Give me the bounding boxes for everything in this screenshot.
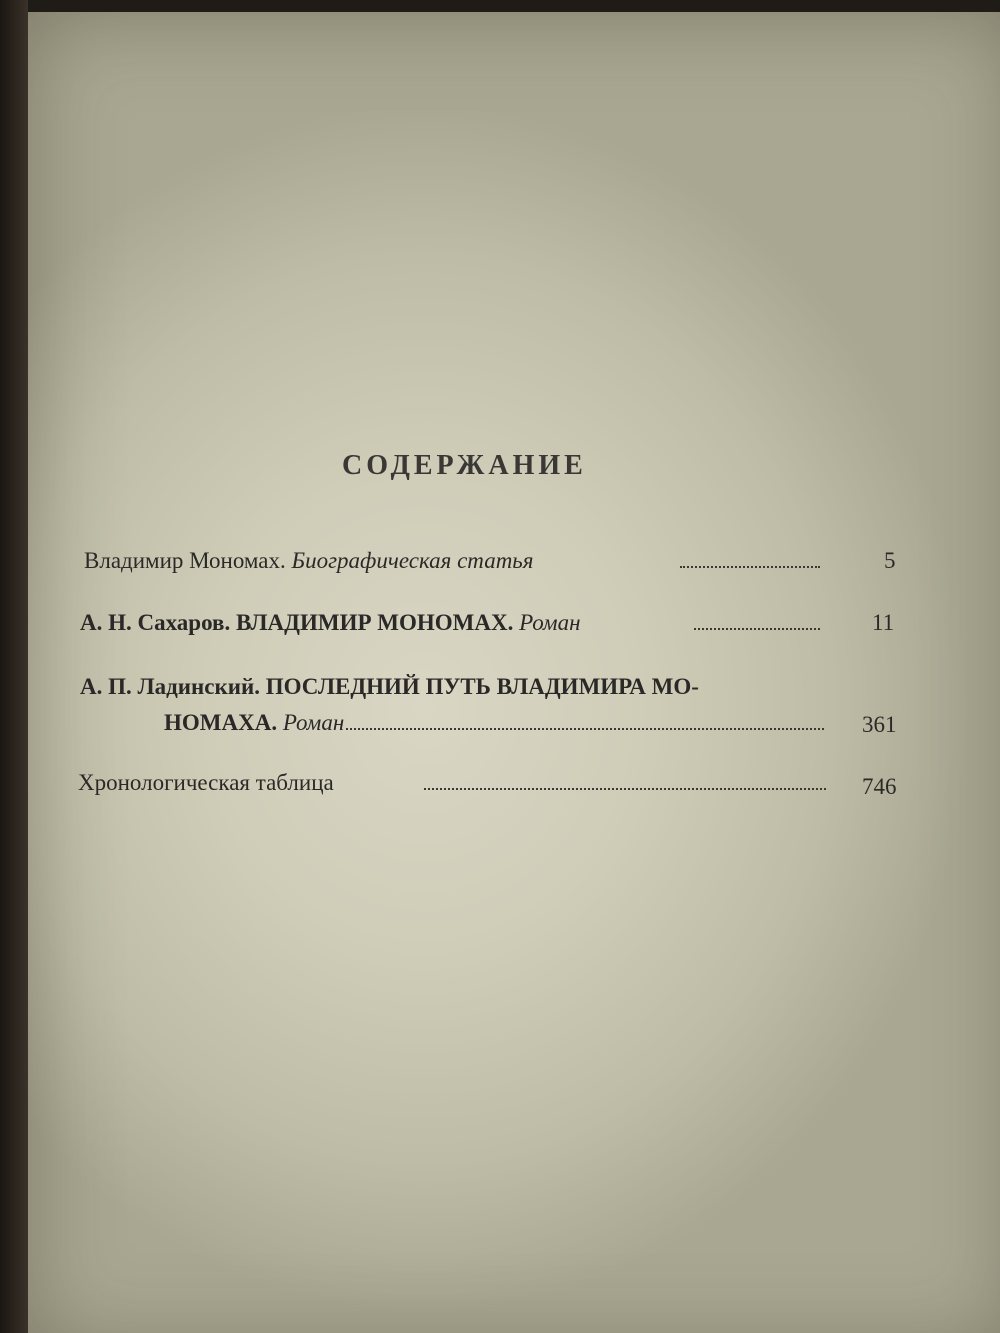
toc-entry-2-author: А. Н. Сахаров.	[80, 610, 231, 635]
toc-entry-3-line1	[80, 674, 699, 700]
toc-entry-2-page: 11	[872, 610, 895, 635]
toc-entry-2-genre: Роман	[519, 610, 581, 635]
toc-entry-3-line2	[164, 710, 344, 736]
toc-entry-3-title-line1: ПОСЛЕДНИЙ ПУТЬ ВЛАДИМИРА МО-	[265, 674, 699, 699]
toc-entry-4	[78, 770, 334, 796]
toc-entry-3-genre: Роман	[282, 710, 345, 735]
toc-entry-2-title: ВЛАДИМИР МОНОМАХ.	[235, 610, 514, 635]
toc-entry-4-leader	[424, 784, 826, 790]
toc-heading: СОДЕРЖАНИЕ	[342, 450, 587, 481]
toc-entry-1-page: 5	[884, 548, 896, 573]
toc-entry-2-leader	[694, 624, 820, 630]
toc-entry-4-title: Хронологическая таблица	[78, 770, 334, 795]
toc-entry-1	[84, 548, 533, 574]
toc-entry-1-subtitle: Биографическая статья	[291, 548, 534, 573]
toc-entry-2	[80, 610, 581, 636]
toc-entry-4-page: 746	[862, 774, 897, 799]
toc-entry-3-page: 361	[862, 712, 897, 737]
toc-entry-1-author: Владимир Мономах.	[84, 548, 286, 573]
toc-entry-3-author: А. П. Ладинский.	[80, 674, 260, 699]
toc-entry-3-leader	[346, 724, 824, 730]
toc-entry-3-title-line2: НОМАХА.	[164, 710, 278, 735]
toc-entry-1-leader	[680, 562, 820, 568]
